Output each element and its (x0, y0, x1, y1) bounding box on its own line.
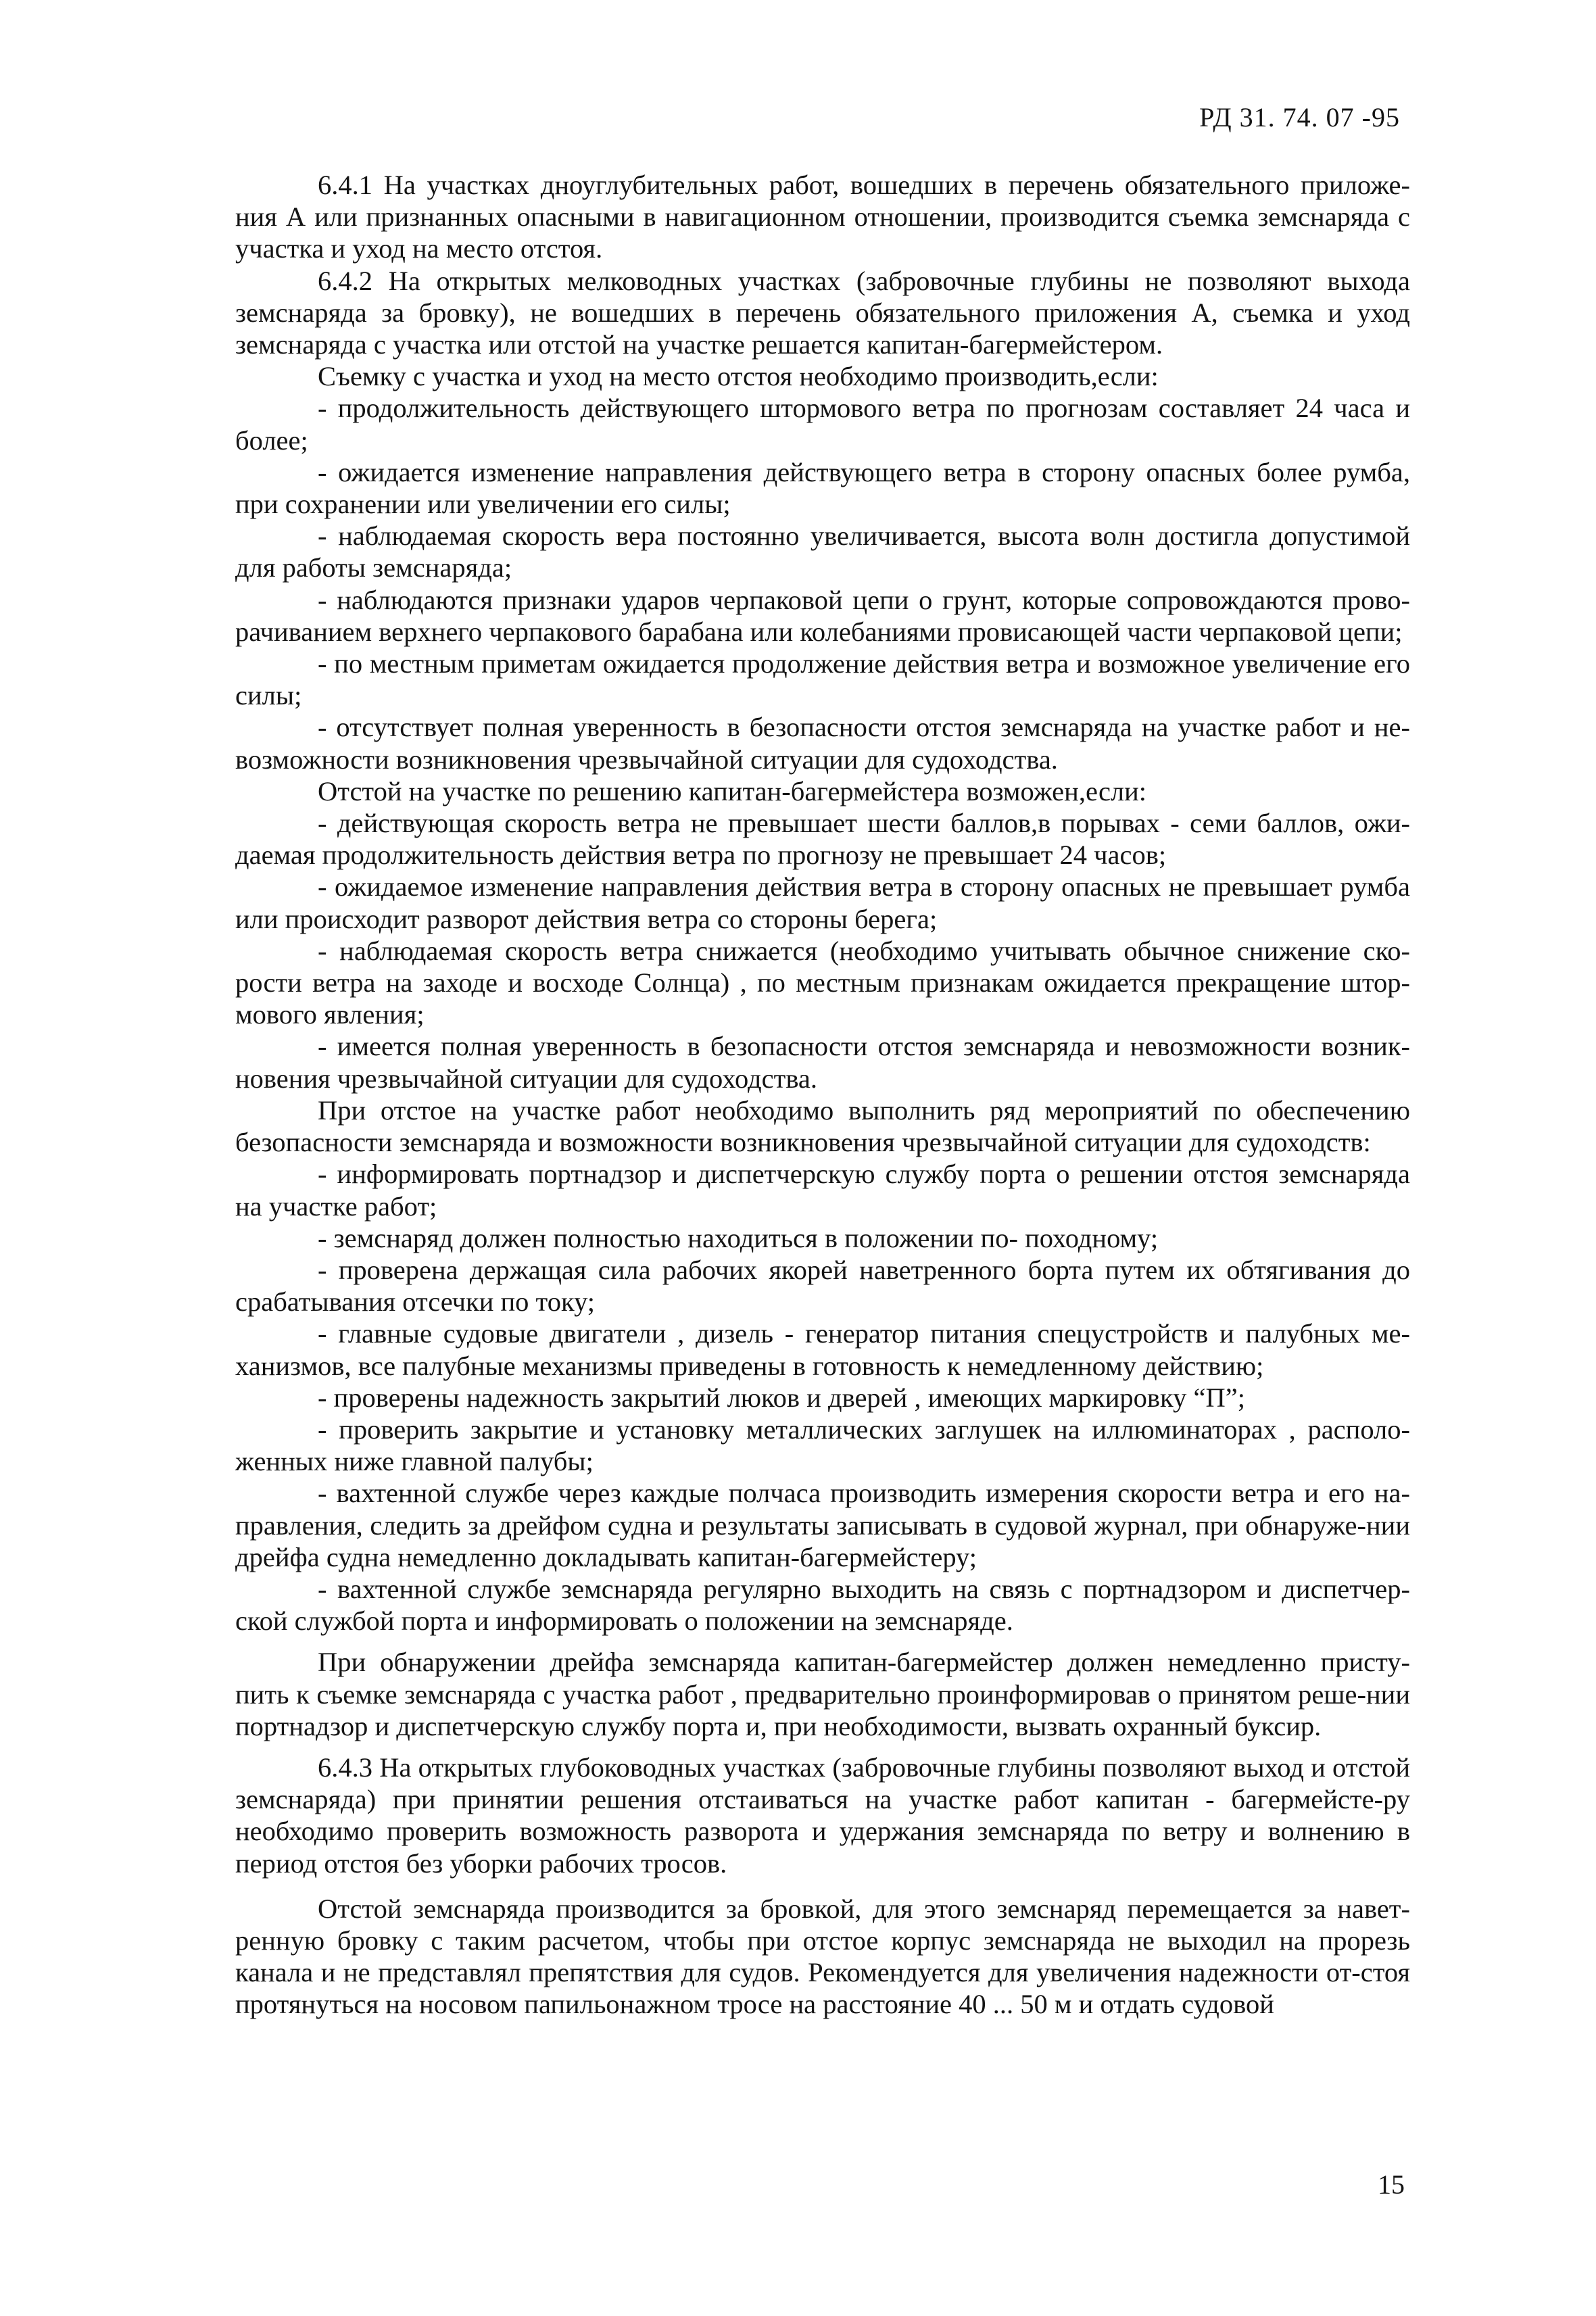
list-item: - проверить закрытие и установку металлических заглушек на иллюминаторах , располо-женных ниже главной палубы; (235, 1414, 1410, 1477)
page-number: 15 (1378, 2169, 1405, 2200)
list-item: - вахтенной службе через каждые полчаса производить измерения скорости ветра и его на-правления, следить за дрейфом судна и результаты записывать в судовой журнал, при обнаруже-нии дрейфа судна немедленно докладывать капитан-багермейстеру; (235, 1478, 1410, 1572)
list-item: - продолжительность действующего штормового ветра по прогнозам составляет 24 часа и более; (235, 393, 1410, 456)
list-item: - отсутствует полная уверенность в безопасности отстоя земснаряда на участке работ и не-возможности возникновения чрезвычайной ситуации для судоходства. (235, 712, 1410, 775)
list-item: - наблюдаются признаки ударов черпаковой цепи о грунт, которые сопровождаются прово-рачиванием верхнего черпакового барабана или колебаниями провисающей части черпаковой цепи; (235, 584, 1410, 647)
paragraph-6-4-2: 6.4.2 На открытых мелководных участках (забровочные глубины не позволяют выхода земснаряда за бровку), не вошедших в перечень обязательного приложения А, съемка и уход земснаряда с участка или отстой на участке решается капитан-багермейстером. (235, 265, 1410, 360)
list-item: - по местным приметам ожидается продолжение действия ветра и возможное увеличение его силы; (235, 648, 1410, 711)
paragraph: Отстой на участке по решению капитан-багермейстера возможен,если: (318, 775, 1147, 806)
list-item: - информировать портнадзор и диспетчерскую службу порта о решении отстоя земснаряда на участке работ; (235, 1159, 1410, 1222)
list-item: - главные судовые двигатели , дизель - генератор питания спецустройств и палубных ме-ханизмов, все палубные механизмы приведены в готовность к немедленному действию; (235, 1318, 1410, 1381)
list-item: - действующая скорость ветра не превышает шести баллов,в порывах - семи баллов, ожи-даемая продолжительность действия ветра по прогнозу не превышает 24 часов; (235, 808, 1410, 871)
list-item: - земснаряд должен полностью находиться в положении по- походному; (318, 1222, 1159, 1253)
list-item: - наблюдаемая скорость вера постоянно увеличивается, высота волн достигла допустимой для работы земснаряда; (235, 521, 1410, 583)
list-item: - проверены надежность закрытий люков и дверей , имеющих маркировку “П”; (318, 1382, 1245, 1413)
document-body (235, 169, 1410, 2021)
list-item: - имеется полная уверенность в безопасности отстоя земснаряда и невозможности возник-новения чрезвычайной ситуации для судоходства. (235, 1031, 1410, 1094)
list-item: - вахтенной службе земснаряда регулярно выходить на связь с портнадзором и диспетчер-ской службой порта и информировать о положении на земснаряде. (235, 1573, 1410, 1637)
document-code: РД 31. 74. 07 -95 (1199, 102, 1400, 132)
list-item: - наблюдаемая скорость ветра снижается (необходимо учитывать обычное снижение ско-рости ветра на заходе и восходе Солнца) , по местным признакам ожидается прекращение штор-мового явления; (235, 935, 1410, 1030)
list-item: - ожидаемое изменение направления действия ветра в сторону опасных не превышает румба или происходит разворот действия ветра со стороны берега; (235, 871, 1410, 934)
paragraph: Отстой земснаряда производится за бровкой, для этого земснаряд перемещается за навет-ренную бровку с таким расчетом, чтобы при отстое корпус земснаряда не выходил на прорезь канала и не представлял препятствия для судов. Рекомендуется для увеличения надежности от-стоя протянуться на носовом папильонажном тросе на расстояние 40 ... 50 м и отдать судовой (235, 1893, 1410, 2020)
list-item: - ожидается изменение направления действующего ветра в сторону опасных более румба, при сохранении или увеличении его силы; (235, 456, 1410, 520)
list-item: - проверена держащая сила рабочих якорей наветренного борта путем их обтягивания до срабатывания отсечки по току; (235, 1254, 1410, 1318)
paragraph: Съемку с участка и уход на место отстоя необходимо производить,если: (318, 361, 1159, 392)
paragraph-6-4-1: 6.4.1 На участках дноуглубительных работ, вошедших в перечень обязательного приложе-ния А или признанных опасными в навигационном отношении, производится съемка земснаряда с участка и уход на место отстоя. (235, 170, 1410, 264)
paragraph: При обнаружении дрейфа земснаряда капитан-багермейстер должен немедленно присту-пить к съемке земснаряда с участка работ , предварительно проинформировав о принятом реше-нии портнадзор и диспетчерскую службу порта и, при необходимости, вызвать охранный буксир. (235, 1647, 1410, 1741)
paragraph: При отстое на участке работ необходимо выполнить ряд мероприятий по обеспечению безопасности земснаряда и возможности возникновения чрезвычайной ситуации для судоходств: (235, 1094, 1410, 1158)
paragraph-6-4-3: 6.4.3 На открытых глубоководных участках (забровочные глубины позволяют выход и отстой земснаряда) при принятии решения отстаиваться на участке работ капитан - багермейсте-ру необходимо проверить возможность разворота и удержания земснаряда по ветру и волнению в период отстоя без уборки рабочих тросов. (235, 1752, 1410, 1879)
